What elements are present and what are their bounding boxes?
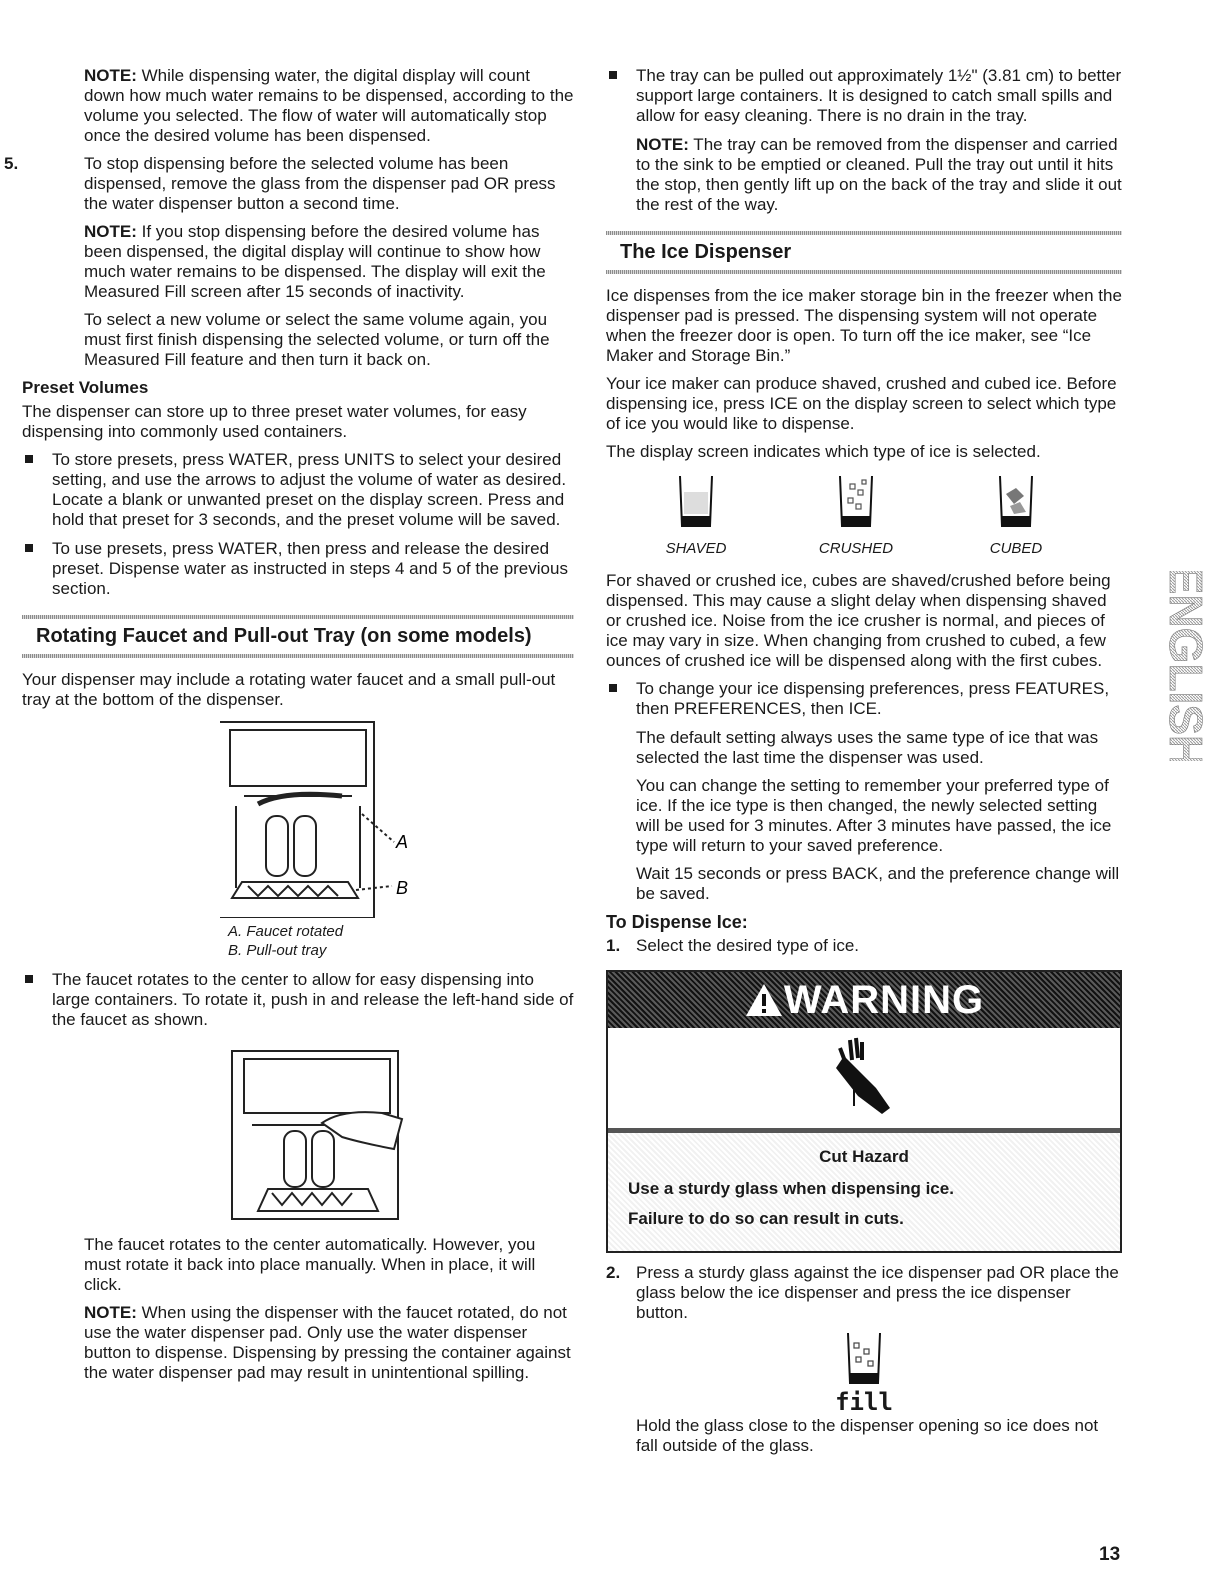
bullet-text: The tray can be pulled out approximately 1½" (3.81 cm) to better support large containers. It is designed to catch small spills and allow for easy cleaning. There is no drain in the tray. — [636, 66, 1122, 125]
bullet-use-presets — [22, 539, 574, 599]
fill-glass-icon — [844, 1331, 884, 1387]
label-b: B — [396, 878, 409, 898]
fill-indicator — [606, 1331, 1122, 1416]
para-faucet-auto: The faucet rotates to the center automatically. However, you must rotate it back into place manually. When in place, it will click. — [84, 1235, 536, 1294]
side-tab-text: ENGLISH — [1159, 571, 1212, 761]
para-change-setting: You can change the setting to remember your preferred type of ice. If the ice type is then changed, the newly selected setting will be used for 3 minutes. After 3 minutes have passed, the ice type will return to your saved preference. — [636, 776, 1112, 855]
figure-caption — [228, 922, 343, 960]
label-a: A — [396, 832, 409, 852]
preset-intro: The dispenser can store up to three preset water volumes, for easy dispensing into commonly used containers. — [22, 402, 527, 441]
step-text: Select the desired type of ice. — [636, 936, 860, 955]
section-title: The Ice Dispenser — [620, 241, 792, 263]
note-label: NOTE: — [636, 135, 689, 154]
cubed-ice-icon — [996, 474, 1036, 530]
para-default-setting: The default setting always uses the same type of ice that was selected the last time the dispenser was used. — [636, 728, 1099, 767]
step-number: 1. — [606, 936, 621, 955]
caption-a: A. Faucet rotated — [228, 923, 344, 940]
warning-icon-area — [608, 1028, 1120, 1133]
right-column — [606, 66, 1122, 1464]
note-text: The tray can be removed from the dispenser and carried to the sink to be emptied or cleaned. Pull the tray out until it hits the stop, then gently lift up on the back of the tray and slide it out the rest of the way. — [636, 135, 1122, 214]
bullet-ice-preferences — [606, 679, 1122, 719]
warning-header — [608, 972, 1120, 1028]
bullet-text: To use presets, press WATER, then press and release the desired preset. Dispense water as instructed in steps 4 and 5 of the previous section. — [52, 539, 568, 598]
caption-b: B. Pull-out tray — [228, 942, 327, 959]
english-side-tab — [1152, 571, 1212, 761]
note-text: If you stop dispensing before the desired volume has been dispensed, the digital display will continue to show how much water remains to be dispensed. The display will exit the Measured Fill screen after 15 seconds of inactivity. — [84, 222, 546, 301]
para-hold-glass: Hold the glass close to the dispenser opening so ice does not fall outside of the glass. — [636, 1416, 1099, 1455]
note-tray-remove — [606, 135, 1122, 215]
section-title: Rotating Faucet and Pull-out Tray (on some models) — [36, 625, 532, 647]
side-tab-graphic — [1152, 571, 1212, 761]
warning-line-2: Failure to do so can result in cuts. — [628, 1209, 904, 1228]
bullet-marker — [609, 71, 617, 79]
note-text: While dispensing water, the digital display will count down how much water remains to be dispensed, according to the volume you selected. The flow of water will automatically stop once the desired volume has been dispensed. — [84, 66, 574, 145]
ice-type-label: CRUSHED — [818, 540, 894, 557]
page-number: 13 — [1099, 1544, 1121, 1565]
step-text: Press a sturdy glass against the ice dispenser pad OR place the glass below the ice dispenser and press the ice dispenser button. — [636, 1263, 1119, 1322]
preset-volumes-heading: Preset Volumes — [22, 378, 149, 397]
note-display-countdown — [22, 66, 574, 146]
bullet-text: To change your ice dispensing preferences, press FEATURES, then PREFERENCES, then ICE. — [636, 679, 1110, 718]
ice-type-crushed — [786, 474, 926, 559]
ice-type-label: CUBED — [989, 540, 1043, 557]
step-text: To stop dispensing before the selected volume has been dispensed, remove the glass from the dispenser pad OR press the water dispenser button a second time. — [84, 154, 556, 213]
para-shaved-crushed: For shaved or crushed ice, cubes are shaved/crushed before being dispensed. This may cause a slight delay when dispensing shaved or crushed ice. Noise from the ice crusher is normal, and pieces of ice may vary in size. When changing from crushed to cubed, a few ounces of crushed ice will be dispensed along with the first cubes. — [606, 571, 1111, 670]
warning-title: WARNING — [783, 978, 985, 1022]
section-rule-bottom — [606, 270, 1122, 274]
crushed-ice-icon — [836, 474, 876, 530]
warning-line-1: Use a sturdy glass when dispensing ice. — [628, 1179, 954, 1198]
step-number: 5. — [4, 154, 19, 173]
para-ice-dispenses: Ice dispenses from the ice maker storage bin in the freezer when the dispenser pad is pressed. The dispensing system will not operate when the freezer door is open. To turn off the ice maker, see “Ice Maker and Storage Bin.” — [606, 286, 1122, 365]
note-label: NOTE: — [84, 66, 137, 85]
faucet-tray-figure — [22, 718, 574, 958]
dispense-ice-heading: To Dispense Ice: — [606, 912, 748, 932]
hazard-title: Cut Hazard — [819, 1147, 909, 1166]
ice-type-label: SHAVED — [665, 540, 727, 557]
bullet-text: To store presets, press WATER, press UNITS to select your desired setting, and use the arrows to adjust the volume of water as desired. Locate a blank or unwanted preset on the display screen. Press and hold that preset for 3 seconds, and the preset volume will be saved. — [52, 450, 567, 529]
section-rule-bottom — [22, 654, 574, 658]
faucet-push-illustration — [22, 1039, 574, 1229]
fill-label: fill — [835, 1388, 893, 1416]
warning-triangle-icon — [744, 982, 784, 1018]
step-2 — [606, 1263, 1122, 1323]
left-column — [4, 66, 574, 1391]
warning-body — [608, 1133, 1120, 1251]
section-rotating-faucet — [22, 615, 574, 658]
para-display-indicates: The display screen indicates which type of ice is selected. — [606, 442, 1041, 461]
section-ice-dispenser — [606, 231, 1122, 274]
para-ice-types: Your ice maker can produce shaved, crushed and cubed ice. Before dispensing ice, press ICE on the display screen to select which type of ice you would like to dispense. — [606, 374, 1117, 433]
bullet-marker — [25, 975, 33, 983]
bullet-marker — [25, 455, 33, 463]
ice-type-icons — [616, 474, 1096, 559]
ice-type-cubed — [946, 474, 1086, 559]
bullet-faucet-rotates — [22, 970, 574, 1030]
note-label: NOTE: — [84, 222, 137, 241]
step-1 — [606, 936, 1122, 956]
para-select-volume: To select a new volume or select the same volume again, you must first finish dispensing the selected volume, or turn off the Measured Fill feature and then turn it back on. — [84, 310, 550, 369]
section-rule-top — [606, 231, 1122, 235]
faucet-push-figure — [22, 1039, 574, 1235]
note-stop-dispensing — [22, 222, 574, 302]
cut-hand-icon — [824, 1036, 904, 1120]
note-text: When using the dispenser with the faucet rotated, do not use the water dispenser pad. Only use the water dispenser button to dispense. Dispensing by pressing the container against the water dispenser pad may result in unintentional spilling. — [84, 1303, 571, 1382]
step-5 — [4, 154, 574, 214]
bullet-store-presets — [22, 450, 574, 530]
bullet-marker — [25, 544, 33, 552]
section-rule-top — [22, 615, 574, 619]
shaved-ice-icon — [676, 474, 716, 530]
bullet-marker — [609, 684, 617, 692]
note-label: NOTE: — [84, 1303, 137, 1322]
note-faucet-rotated — [22, 1303, 574, 1383]
cut-hazard-warning — [606, 970, 1122, 1253]
step-number: 2. — [606, 1263, 621, 1282]
section-intro: Your dispenser may include a rotating water faucet and a small pull-out tray at the bottom of the dispenser. — [22, 670, 556, 709]
dispenser-illustration — [22, 718, 574, 918]
para-wait: Wait 15 seconds or press BACK, and the preference change will be saved. — [636, 864, 1120, 903]
bullet-tray-pull — [606, 66, 1122, 126]
ice-type-shaved — [626, 474, 766, 559]
bullet-text: The faucet rotates to the center to allow for easy dispensing into large containers. To rotate it, push in and release the left-hand side of the faucet as shown. — [52, 970, 574, 1029]
